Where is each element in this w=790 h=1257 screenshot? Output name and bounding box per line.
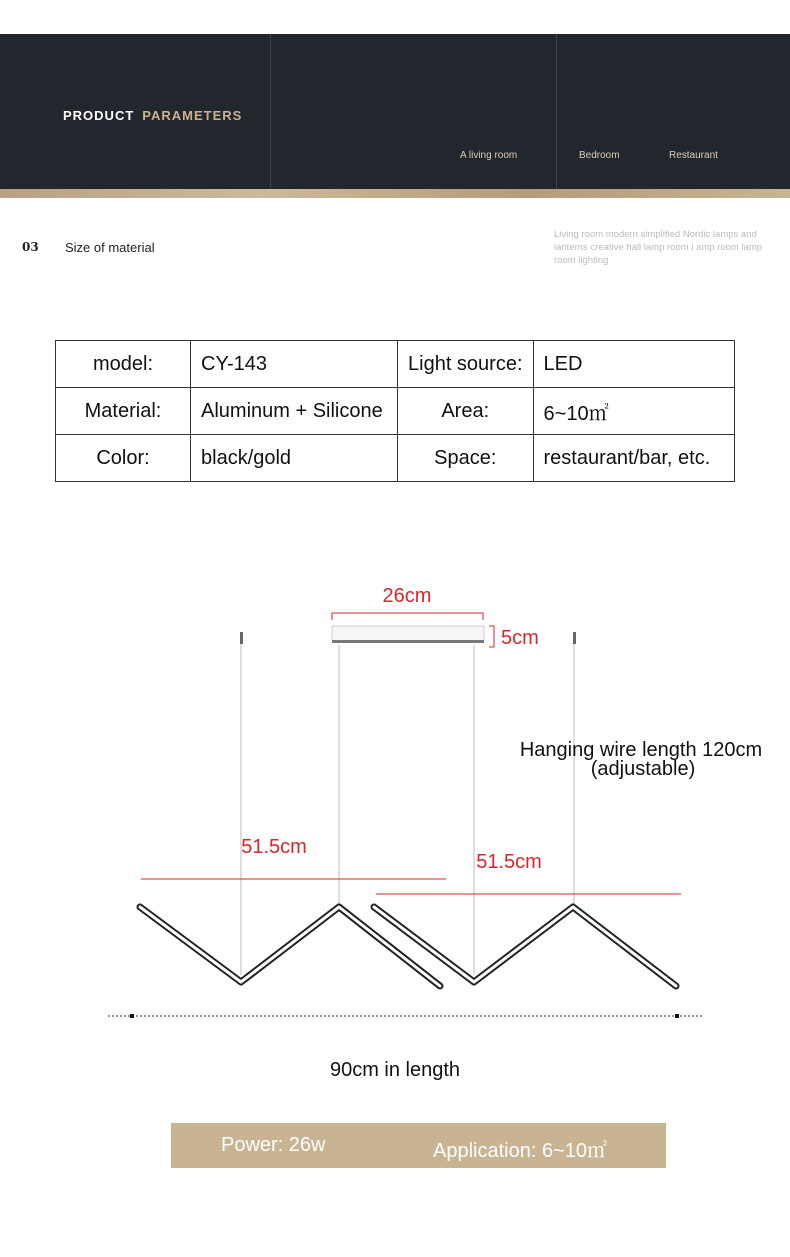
canopy-base	[332, 640, 484, 643]
banner-title	[63, 108, 242, 123]
cell: black/gold	[191, 435, 398, 482]
canopy-width-dim	[332, 613, 483, 620]
cell: Color:	[56, 435, 191, 482]
room-restaurant: Restaurant	[669, 150, 718, 161]
cell: Aluminum + Silicone	[191, 388, 398, 435]
canopy	[332, 626, 484, 641]
table-row	[56, 388, 735, 435]
table-row	[56, 341, 735, 388]
room-bedroom: Bedroom	[579, 150, 620, 161]
zigzag-lamp	[140, 907, 676, 986]
cell: CY-143	[191, 341, 398, 388]
hanging-wires	[241, 640, 574, 975]
lamp-diagram	[0, 570, 790, 1090]
cell: Light source:	[398, 341, 534, 388]
table-row	[56, 435, 735, 482]
cell: Material:	[56, 388, 191, 435]
wire-adjustable-label: (adjustable)	[590, 758, 696, 780]
divider	[556, 34, 557, 189]
room-living: A living room	[460, 150, 518, 161]
section-description: Living room modern simplified Nordic lamps and lanterns creative hall lamp room l amp room lamp room lighting	[554, 229, 763, 266]
cell: 6~10㎡	[533, 388, 734, 435]
application-label: Application: 6~10㎡	[433, 1140, 608, 1162]
divider	[270, 34, 271, 189]
marble-strip	[0, 189, 790, 198]
canopy-height-label: 5cm	[501, 627, 539, 649]
cell: Area:	[398, 388, 534, 435]
section-number: 03	[22, 240, 39, 254]
wire-length-label: Hanging wire length 120cm	[519, 739, 763, 761]
segment-left-label: 51.5cm	[241, 836, 307, 858]
cell: restaurant/bar, etc.	[533, 435, 734, 482]
power-label: Power: 26w	[221, 1134, 326, 1156]
cell: model:	[56, 341, 191, 388]
title-product: PRODUCT	[63, 108, 135, 123]
spec-table	[55, 340, 735, 482]
segment-right-label: 51.5cm	[476, 851, 542, 873]
canopy-height-dim	[489, 626, 494, 647]
cell: Space:	[398, 435, 534, 482]
canopy-width-label: 26cm	[382, 585, 432, 607]
section-title: Size of material	[65, 240, 155, 255]
footer-bar	[171, 1123, 666, 1168]
cell: LED	[533, 341, 734, 388]
title-parameters: PARAMETERS	[142, 108, 243, 123]
total-length-label: 90cm in length	[329, 1059, 461, 1081]
